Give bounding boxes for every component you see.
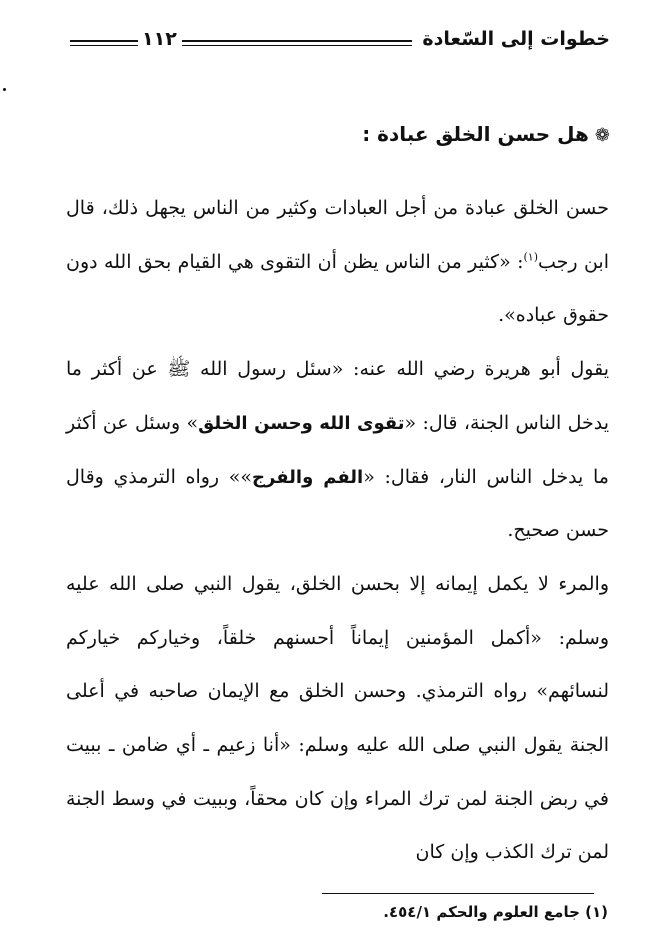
paragraph-1 [66, 182, 609, 343]
running-header [70, 28, 610, 64]
section-title: هل حسن الخلق عبادة : [362, 122, 589, 146]
header-rule-left [70, 40, 138, 42]
header-rule-left-lower [70, 45, 138, 46]
footnote: (١) جامع العلوم والحكم ٤٥٤/١. [383, 903, 608, 921]
flower-ornament-icon: ❁ [594, 125, 610, 146]
scan-speck [3, 88, 6, 91]
paragraph-3-text: والمرء لا يكمل إيمانه إلا بحسن الخلق، يقول النبي صلى الله عليه وسلم: «أكمل المؤمنين إيماناً أحسنهم خلقاً، وخياركم خياركم لنسائهم» رواه الترمذي. وحسن الخلق مع الإيمان صاحبه في أعلى الجنة يقول النبي صلى الله عليه وسلم: «أنا زعيم ـ أي ضامن ـ ببيت في ربض الجنة لمن ترك المراء وإن كان محقاً، وببيت في وسط الجنة لمن ترك الكذب وإن كان [66, 572, 609, 864]
paragraph-2-intro: يقول أبو هريرة رضي الله عنه: «سئل رسول الله ﷺ عن أكثر ما يدخل الناس الجنة، قال: « [66, 358, 609, 434]
paragraph-2-middle: » وسئل عن أكثر ما يدخل الناس النار، فقال: « [66, 411, 609, 488]
hadith-answer-2: الفم والفرج [252, 466, 364, 488]
header-rule-middle-lower [182, 45, 412, 46]
header-rule-middle [182, 40, 412, 42]
page-number: ١١٢ [142, 28, 177, 50]
footnote-separator [322, 893, 594, 894]
hadith-answer-1: تقوى الله وحسن الخلق [198, 412, 405, 434]
paragraph-2-end: »» رواه الترمذي وقال حسن صحيح. [66, 465, 609, 542]
section-heading [362, 122, 610, 146]
paragraph-1-text: حسن الخلق عبادة من أجل العبادات وكثير من الناس يجهل ذلك، قال ابن رجب [66, 197, 609, 273]
paragraph-2 [66, 343, 609, 558]
paragraph-3 [66, 558, 609, 880]
footnote-reference: (١) [523, 250, 539, 264]
paragraph-1-quote: : «كثير من الناس يظن أن التقوى هي القيام بحق الله دون حقوق عباده». [66, 250, 609, 327]
book-title: خطوات إلى السّعادة [422, 28, 610, 50]
body-text [66, 182, 609, 880]
